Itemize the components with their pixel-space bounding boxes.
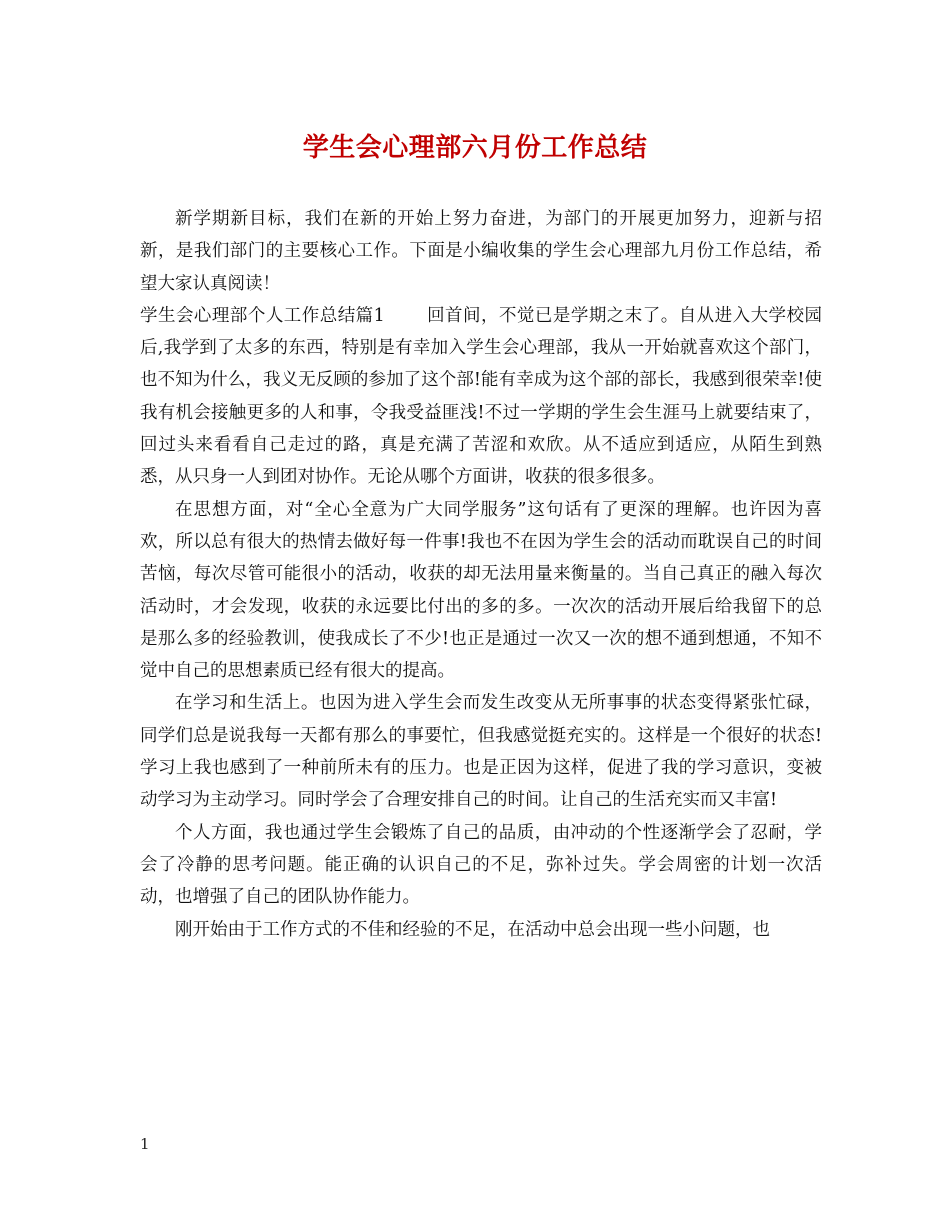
page-number: 1 — [140, 1135, 150, 1153]
paragraph-personal: 个人方面，我也通过学生会锻炼了自己的品质，由冲动的个性逐渐学会了忍耐，学会了冷静的思考问题。能正确的认识自己的不足，弥补过失。学会周密的计划一次活动，也增强了自己的团队协作能力。 — [140, 822, 822, 908]
paragraph-section-1 — [140, 300, 822, 494]
document-title: 学生会心理部六月份工作总结 — [302, 133, 648, 163]
paragraph-intro: 新学期新目标，我们在新的开始上努力奋进，为部门的开展更加努力，迎新与招新，是我们部门的主要核心工作。下面是小编收集的学生会心理部九月份工作总结，希望大家认真阅读！ — [140, 209, 822, 294]
heading-gap — [385, 306, 427, 326]
paragraph-beginning: 刚开始由于工作方式的不佳和经验的不足，在活动中总会出现一些小问题，也 — [175, 919, 770, 940]
section-heading: 学生会心理部个人工作总结篇1 — [140, 305, 385, 326]
section-text: 回首间，不觉已是学期之末了。自从进入大学校园后,我学到了太多的东西，特别是有幸加入学生会心理部，我从一开始就喜欢这个部门，也不知为什么，我义无反顾的参加了这个部!能有幸成为这个部的部长，我感到很荣幸!使我有机会接触更多的人和事，令我受益匪浅!不过一学期的学生会生涯马上就要结束了，回过头来看看自己走过的路，真是充满了苦涩和欢欣。从不适应到适应，从陌生到熟悉，从只身一人到团对协作。无论从哪个方面讲，收获的很多很多。 — [140, 305, 823, 488]
paragraph-thinking: 在思想方面，对“全心全意为广大同学服务”这句话有了更深的理解。也许因为喜欢，所以总有很大的热情去做好每一件事!我也不在因为学生会的活动而耽误自己的时间苦恼，每次尽管可能很小的活动，收获的却无法用量来衡量的。当自己真正的融入每次活动时，才会发现，收获的永远要比付出的多的多。一次次的活动开展后给我留下的总是那么多的经验教训，使我成长了不少!也正是通过一次又一次的想不通到想通，不知不觉中自己的思想素质已经有很大的提高。 — [140, 499, 822, 682]
paragraph-study-life: 在学习和生活上。也因为进入学生会而发生改变从无所事事的状态变得紧张忙碌，同学们总是说我每一天都有那么的事要忙，但我感觉挺充实的。这样是一个很好的状态!学习上我也感到了一种前所未有的压力。也是正因为这样，促进了我的学习意识，变被动学习为主动学习。同时学会了合理安排自己的时间。让自己的生活充实而又丰富! — [140, 693, 822, 811]
document-body — [140, 203, 822, 946]
